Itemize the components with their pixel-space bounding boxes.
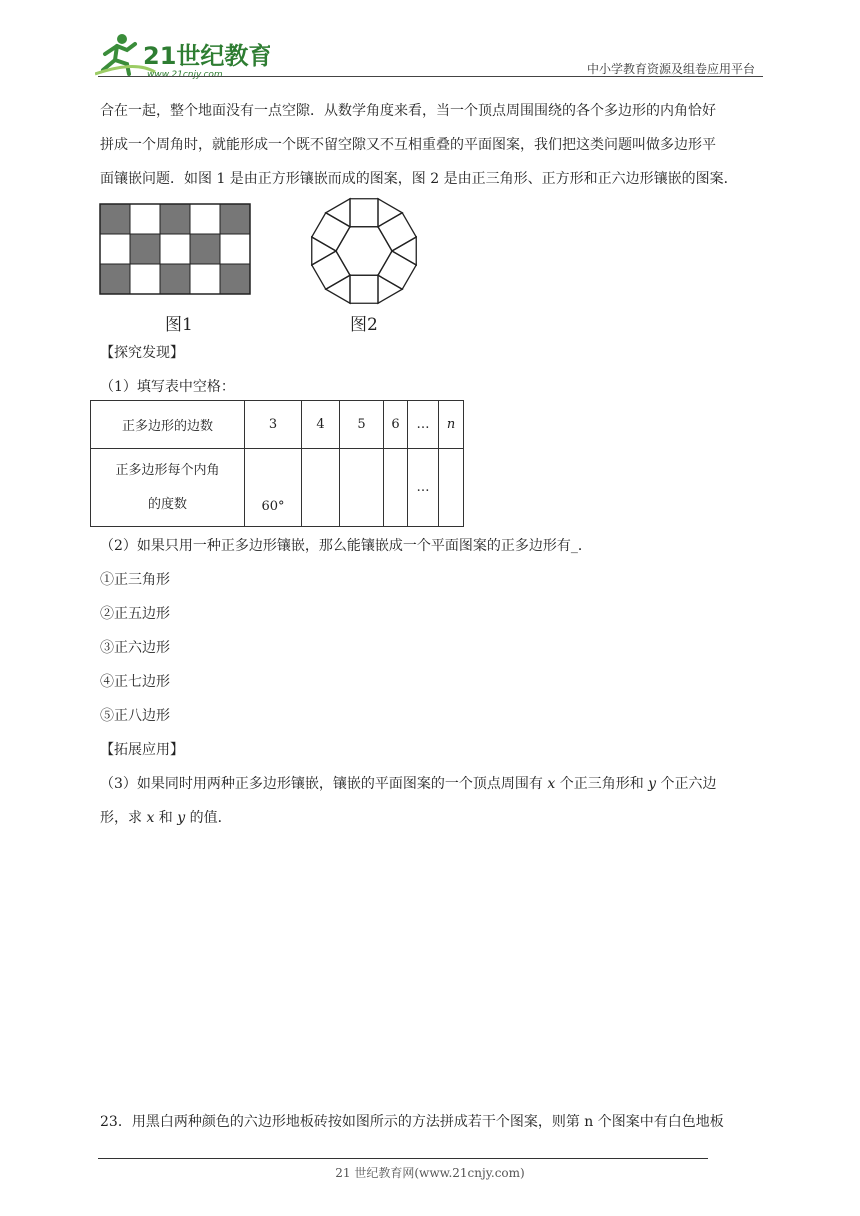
tiling-square (378, 213, 416, 251)
angle-cell (384, 449, 408, 527)
row1-header: 正多边形的边数 (91, 401, 245, 449)
variable-y: y (648, 776, 657, 792)
intro-line-2: 拼成一个周角时，就能形成一个既不留空隙又不互相重叠的平面图案，我们把这类问题叫做多边形平 (100, 137, 716, 153)
logo-url: www.21cnjy.com (147, 70, 223, 80)
runner-logo-icon (95, 30, 270, 82)
extend-heading: 【拓展应用】 (100, 742, 184, 758)
figure-1-checkerboard (99, 203, 251, 295)
q3-text: 的值． (185, 810, 232, 826)
tiling-square (350, 275, 378, 303)
checker-square (100, 204, 130, 234)
question-3-line-1 (100, 773, 717, 793)
q3-text: 和 (154, 810, 178, 826)
variable-y: y (177, 810, 186, 826)
sides-cell: n (439, 401, 464, 449)
row2-header-line1: 正多边形每个内角 (115, 462, 220, 478)
tiling-square (312, 251, 350, 289)
q3-text: 形，求 (100, 810, 147, 826)
angle-cell: 60° (245, 449, 302, 527)
angle-table (90, 400, 464, 527)
site-tagline: 中小学教育资源及组卷应用平台 (586, 62, 755, 76)
figure-2-tiling (308, 195, 420, 307)
checker-square (130, 264, 160, 294)
header-divider (98, 76, 763, 77)
checker-square (160, 204, 190, 234)
footer-text: 21 世纪教育网(www.21cnjy.com) (335, 1166, 525, 1180)
row2-header (91, 449, 245, 527)
checker-square (160, 234, 190, 264)
variable-x: x (146, 810, 155, 826)
checker-square (220, 204, 250, 234)
tiling-square (350, 199, 378, 227)
checker-square (220, 234, 250, 264)
checker-square (100, 234, 130, 264)
checker-square (100, 264, 130, 294)
checker-square (190, 264, 220, 294)
angle-cell (340, 449, 384, 527)
tiling-square (378, 251, 416, 289)
sides-cell: 6 (384, 401, 408, 449)
option-3: ③正六边形 (100, 640, 170, 656)
table-row (91, 449, 464, 527)
checker-square (160, 264, 190, 294)
checker-square (130, 204, 160, 234)
q3-text: （3）如果同时用两种正多边形镶嵌，镶嵌的平面图案的一个顶点周围有 (100, 776, 548, 792)
footer-divider (98, 1158, 708, 1159)
q3-text: 个正三角形和 (555, 776, 649, 792)
question-23: 23．用黑白两种颜色的六边形地板砖按如图所示的方法拼成若干个图案，则第 n 个图案中有白色地板 (100, 1114, 724, 1130)
table-row (91, 401, 464, 449)
tiling-triangle (326, 275, 350, 303)
sides-cell: … (408, 401, 439, 449)
intro-line-1: 合在一起，整个地面没有一点空隙．从数学角度来看，当一个顶点周围围绕的各个多边形的内角恰好 (100, 103, 716, 119)
tiling-triangle (392, 237, 416, 265)
checker-square (190, 204, 220, 234)
question-3-line-2 (100, 807, 232, 827)
option-1: ①正三角形 (100, 572, 170, 588)
angle-cell (439, 449, 464, 527)
sides-cell: 4 (302, 401, 340, 449)
intro-line-3: 面镶嵌问题．如图 1 是由正方形镶嵌而成的图案，图 2 是由正三角形、正方形和正六边形镶嵌的图案． (100, 171, 738, 187)
option-4: ④正七边形 (100, 674, 170, 690)
q3-text: 个正六边 (656, 776, 717, 792)
figure-2-caption: 图2 (350, 315, 378, 335)
row2-header-line2: 的度数 (147, 496, 187, 512)
tiling-triangle (326, 199, 350, 227)
checker-square (130, 234, 160, 264)
logo-text: 21世纪教育 (143, 42, 270, 70)
tiling-triangle (312, 237, 336, 265)
tiling-triangle (378, 199, 402, 227)
variable-x: x (547, 776, 556, 792)
angle-cell (302, 449, 340, 527)
tiling-square (312, 213, 350, 251)
checker-square (220, 264, 250, 294)
sides-cell: 3 (245, 401, 302, 449)
option-2: ②正五边形 (100, 606, 170, 622)
explore-heading: 【探究发现】 (100, 345, 184, 361)
site-logo (95, 30, 270, 82)
center-hexagon (336, 227, 392, 276)
figure-1-caption: 图1 (165, 315, 193, 335)
angle-cell: … (408, 449, 439, 527)
question-2: （2）如果只用一种正多边形镶嵌，那么能镶嵌成一个平面图案的正多边形有_． (100, 538, 592, 554)
tiling-triangle (378, 275, 402, 303)
option-5: ⑤正八边形 (100, 708, 170, 724)
sides-cell: 5 (340, 401, 384, 449)
checker-square (190, 234, 220, 264)
question-1: （1）填写表中空格： (100, 379, 235, 395)
